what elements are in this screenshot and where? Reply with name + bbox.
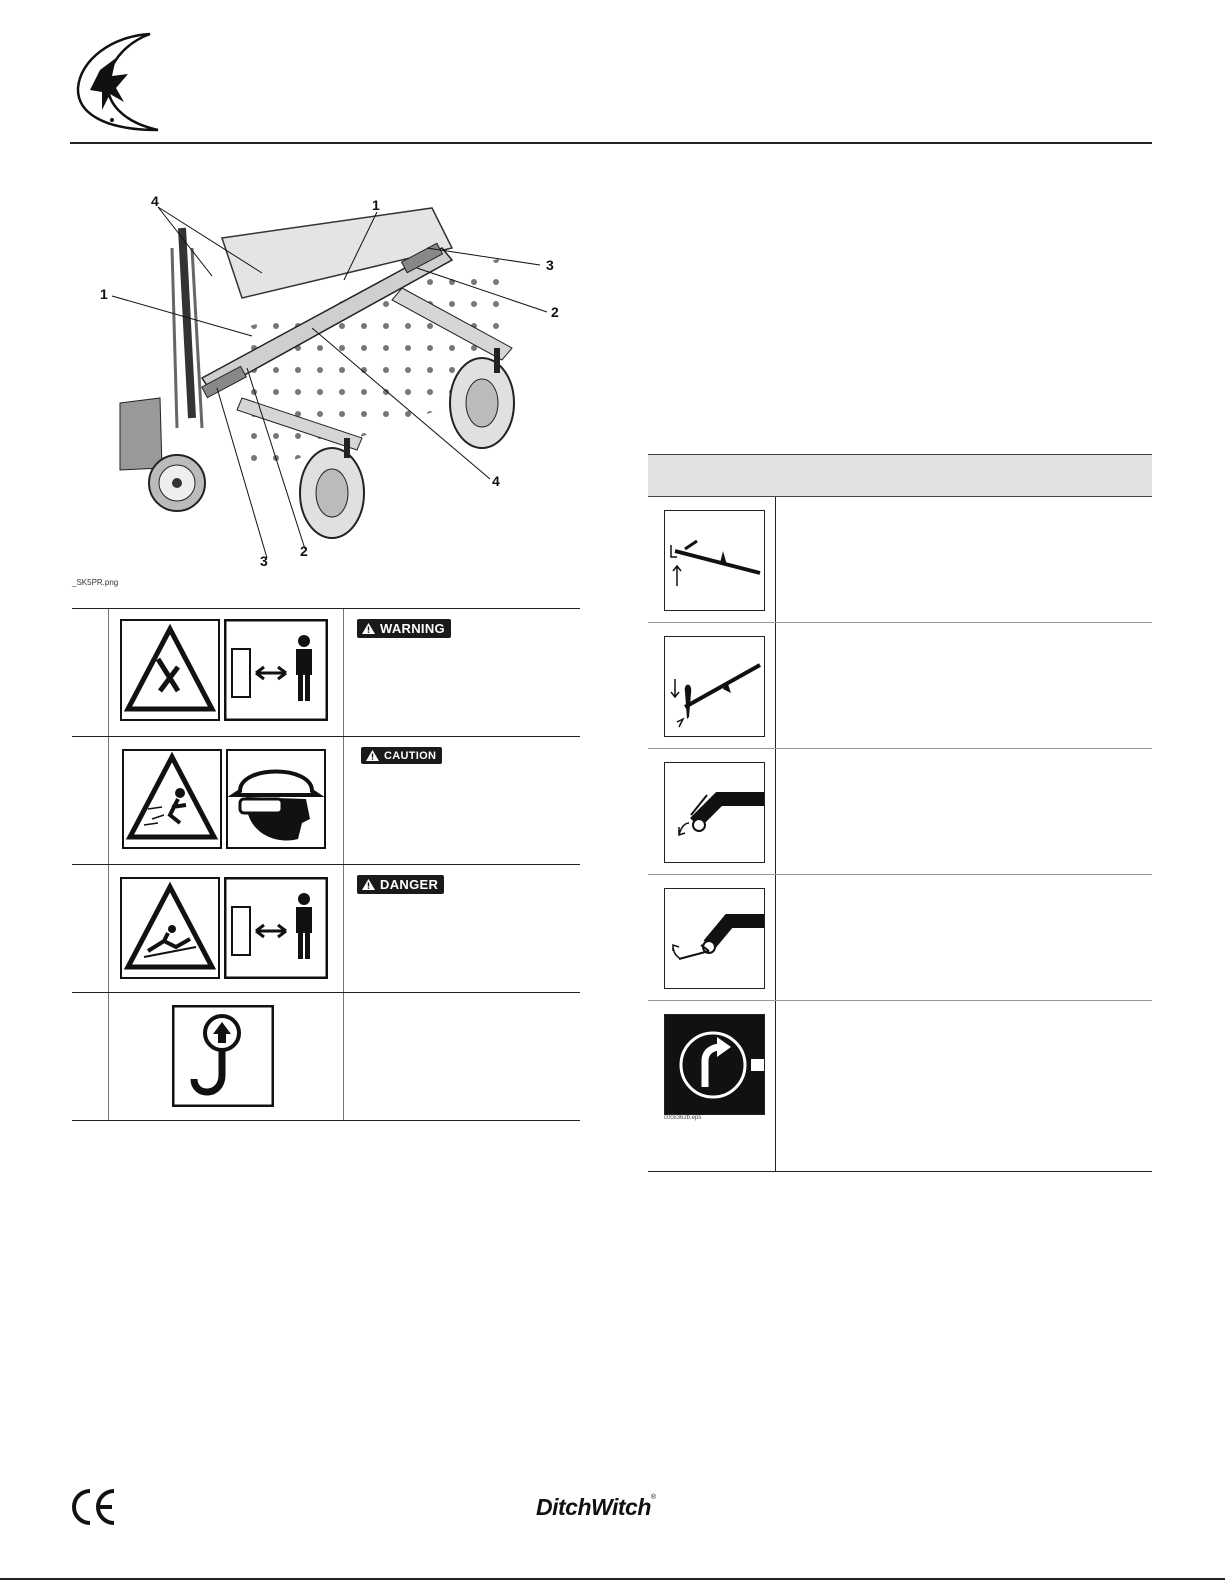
callout-1-top: 1 xyxy=(372,197,380,213)
callout-3-bottom: 3 xyxy=(260,553,268,569)
run-over-hazard-icon xyxy=(120,877,220,979)
table-row xyxy=(648,749,1152,875)
danger-signal-panel xyxy=(357,875,444,894)
table-row xyxy=(648,1001,1152,1172)
brand-registered-mark: ® xyxy=(650,1494,656,1501)
cutting-hand-hazard-icon xyxy=(120,619,220,721)
brand-name: DitchWitch xyxy=(536,1494,651,1520)
callout-4-top: 4 xyxy=(151,193,159,209)
tilt-up-icon xyxy=(664,762,765,863)
wear-hard-hat-goggles-icon xyxy=(226,749,326,849)
callout-1-left: 1 xyxy=(100,286,108,302)
table-row xyxy=(648,497,1152,623)
ce-mark-icon xyxy=(70,1487,118,1527)
decal-table xyxy=(72,608,580,1121)
caution-signal-panel xyxy=(361,747,442,764)
table-row xyxy=(648,875,1152,1001)
decal-row xyxy=(72,865,580,993)
lever-lower-icon xyxy=(664,636,765,737)
callout-2-right: 2 xyxy=(551,304,559,320)
header-rule xyxy=(70,142,1152,144)
flying-debris-hazard-icon xyxy=(122,749,222,849)
signal-word: DANGER xyxy=(380,877,439,892)
decal-row xyxy=(72,993,580,1121)
rotate-control-icon xyxy=(664,1014,765,1115)
warning-signal-panel xyxy=(357,619,451,638)
callout-2-bottom: 2 xyxy=(300,543,308,559)
decal-row xyxy=(72,608,580,737)
witch-moon-logo-icon xyxy=(72,30,162,134)
controls-table xyxy=(648,454,1152,1172)
controls-table-header xyxy=(648,454,1152,497)
keep-distance-icon xyxy=(224,877,328,979)
machine-illustration xyxy=(72,188,577,573)
lever-raise-icon xyxy=(664,510,765,611)
lift-point-hook-icon xyxy=(172,1005,274,1107)
callout-4-bottom: 4 xyxy=(492,473,500,489)
decal-row xyxy=(72,737,580,865)
footer-rule xyxy=(0,1578,1225,1580)
alert-triangle-icon xyxy=(361,878,376,891)
alert-triangle-icon xyxy=(365,749,380,762)
figure-caption: _SK5PR.png xyxy=(72,578,119,587)
keep-distance-icon xyxy=(224,619,328,721)
table-row xyxy=(648,623,1152,749)
signal-word: CAUTION xyxy=(384,749,437,762)
callout-3-right: 3 xyxy=(546,257,554,273)
ditch-witch-brand xyxy=(536,1494,656,1521)
figure-file-note: c00x362b.eps xyxy=(664,1115,702,1121)
alert-triangle-icon xyxy=(361,622,376,635)
signal-word: WARNING xyxy=(380,621,445,636)
tilt-down-icon xyxy=(664,888,765,989)
